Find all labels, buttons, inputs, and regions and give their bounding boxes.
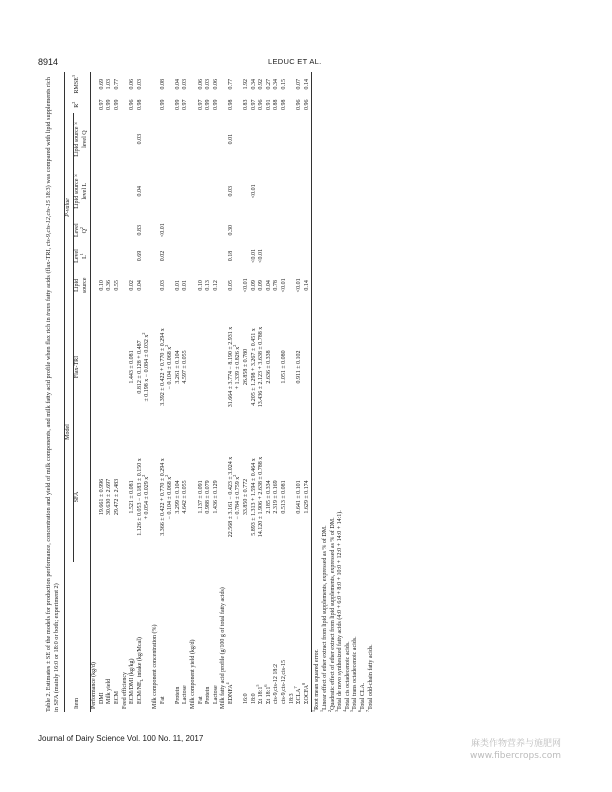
table-footnotes xyxy=(311,72,375,712)
watermark xyxy=(470,738,561,762)
watermark-line-2: www.fibercrops.com xyxy=(470,751,561,761)
results-table xyxy=(64,72,312,712)
footnote: $^1$Linear effect of ether extract from lipid supplements, expressed as % of DM. xyxy=(319,525,328,712)
rotated-table-block xyxy=(45,72,590,712)
table-row: ΣCLA$^7$ 0.641 ± 0.101 0.911 ± 0.102 <0.01 0.96 0.07 xyxy=(293,78,303,704)
footnote: $^5$Total trans octadecenoic acids. xyxy=(349,636,359,712)
table-row: Lactose 1.436 ± 0.129 0.12 0.99 0.06 xyxy=(212,78,219,704)
col-flax: Flax-TRI xyxy=(74,302,91,432)
col-item-spacer xyxy=(65,562,74,712)
section-row: Milk component yield (kg/d) xyxy=(189,639,196,709)
col-r2: $R^2$ xyxy=(74,96,91,113)
section-row: Milk fatty acid profile (g/100 g of total fatty acids) xyxy=(220,587,227,709)
footnote: $^7$Total odd-chain fatty acids. xyxy=(364,644,374,712)
table-row: Fat 1.137 ± 0.091 0.10 0.97 0.06 xyxy=(197,78,204,704)
table-row: ECM/DMI (kg/kg) 1.521 ± 0.081 1.443 ± 0.081 0.02 0.96 0.06 xyxy=(129,78,136,704)
table-row: Fat 3.366 ± 0.422 + 0.770 ± 0.294 x − 0.104 ± 0.068 $x^2$ 3.392 ± 0.422 + 0.770 ± 0.294 x − 0.104 ± 0.068 $x^2$ 0.03 0.02 <0.01 0.99 0.08 xyxy=(159,78,174,704)
table-row: Protein 0.988 ± 0.079 0.13 0.99 0.03 xyxy=(205,78,212,704)
table-row: Lactose 4.642 ± 0.055 4.597 ± 0.055 0.01 0.97 0.03 xyxy=(182,78,189,704)
footnote: $^1$Root mean squared error. xyxy=(311,649,321,712)
footnote: $^4$Total cis octadecenoic acids. xyxy=(341,641,351,712)
col-group-model: Model xyxy=(65,302,74,562)
table-caption: Table 2. Estimates ± SE of the models for production performance, concentration and yield of milk components, and milk fatty acid profile when flax rich in trans fatty acids (flax-TRI, cis-9,cis-12,cis-15 18:3) was compared with lipid supplements rich in SFA (mainly 16:0 or 18:0 or both; experiment 2) xyxy=(45,77,61,712)
col-group-pvalue: P-value xyxy=(65,113,74,302)
table-row: Σt $18:1^5$ 14.120 ± 1.906 + 2.638 ± 0.788 x 13.436 ± 2.123 + 3.638 ± 0.788 x 0.09 <0.01 0.96 0.92 xyxy=(255,78,265,704)
table-row: 18:0 5.893 ± 1.313 + 1.594 ± 0.464 x 4.205 ± 1.298 + 3.267 ± 0.451 x 0.09 <0.01 <0.01 0.97 0.34 xyxy=(250,78,257,704)
footnote: $^6$Total CLA. xyxy=(356,682,366,712)
section-row: Milk component concentration (%) xyxy=(151,624,158,709)
footnote: $^2$Quadratic effect of ether extract from lipid supplements, expressed as % of DM. xyxy=(326,517,336,712)
col-rmse: RMSE$^3$ xyxy=(74,72,91,96)
table-row: DMI 19.661 ± 0.996 0.10 0.97 0.69 xyxy=(98,78,105,704)
section-row: Feed efficiency xyxy=(121,671,128,709)
col-sfa: SFA xyxy=(74,432,91,562)
table-row: EDNFA$^4$ 22.568 ± 3.161 − 0.423 ± 3.024 x − 0.784 ± 0.759 $x^2$ 31.664 ± 3.774 − 8.190 ± 2.931 x + 1.339 ± 0.826 $x^2$ 0.05 0.18 0.30 0.03 0.01 0.98 0.77 xyxy=(224,78,242,704)
col-ls-q: Lipid source × level Q xyxy=(74,113,91,165)
table-row: Milk yield 30.630 ± 2.697 0.36 0.99 1.03 xyxy=(106,78,113,704)
col-lipid-source: Lipid source xyxy=(74,269,91,302)
table-row: cis-9,cis-12,cis-15 18:3 0.513 ± 0.081 1.051 ± 0.080 <0.01 0.98 0.15 xyxy=(281,78,295,704)
col-level-l: Level $L^1$ xyxy=(74,243,91,269)
footnote: $^3$Total de novo synthesized fatty acids (4:0 + 6:0 + 8:0 + 10:0 + 12:0 + 14:0 + 14:1). xyxy=(334,510,344,712)
table-row: ECM 29.472 ± 2.483 0.55 0.99 0.77 xyxy=(113,78,120,704)
table-row: ΣOCFA$^8$ 1.629 ± 0.174 0.14 0.96 0.14 xyxy=(304,72,312,712)
table-row: Σt $18:1^6$ 2.185 ± 0.334 2.636 ± 0.338 0.04 0.91 0.27 xyxy=(262,78,272,704)
journal-footer: Journal of Dairy Science Vol. 100 No. 11, 2017 xyxy=(38,734,204,743)
col-level-q: Level $Q^2$ xyxy=(74,217,91,243)
running-head: LEDUC ET AL. xyxy=(268,57,322,66)
col-ls-l: Lipid source × level L xyxy=(74,165,91,217)
table-row: Protein 3.299 ± 0.104 3.261 ± 0.104 0.01 0.99 0.04 xyxy=(174,78,181,704)
section-row: Performance (kg/d) xyxy=(91,662,98,709)
table-row: cis-9,cis-12 18:2 2.319 ± 0.169 0.78 0.88 0.34 xyxy=(273,78,280,704)
page-number: 8914 xyxy=(38,57,59,67)
table-row: ECM/$NE_L$ intake (kg/Mcal) 1.126 ± 0.053 − 0.183 ± 0.150 x + 0.054 ± 0.029 $x^2$ 0.812 ± 0.128 + 0.487 ± 0.198 x − 0.084 ± 0.032 $x^2$ 0.04 0.69 0.83 0.04 0.03 0.98 0.03 xyxy=(136,78,151,704)
col-item: Item xyxy=(74,562,91,712)
watermark-line-1: 麻类作物营养与施肥网 xyxy=(470,739,561,749)
table-row: 16:0 33.850 ± 0.772 26.858 ± 0.780 <0.01 0.83 1.92 xyxy=(243,78,250,704)
